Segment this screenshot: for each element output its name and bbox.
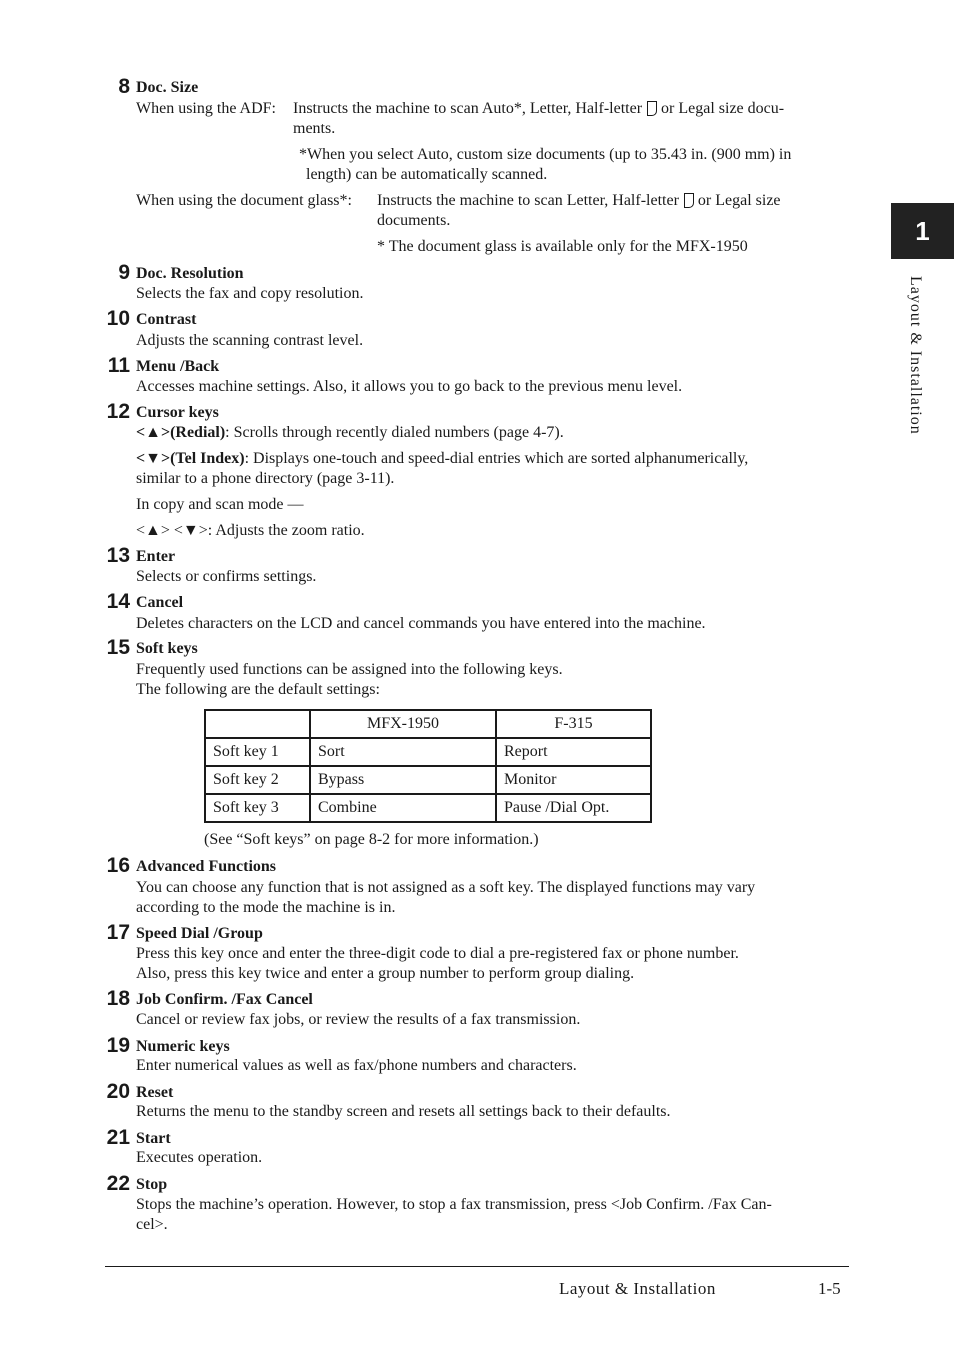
tel-index-text: : Displays one-touch and speed-dial entries which are sorted alphanumerically, bbox=[244, 450, 749, 467]
redial-line bbox=[136, 423, 564, 443]
item-title: Reset bbox=[136, 1084, 174, 1101]
footer-rule bbox=[105, 1266, 849, 1267]
table-cell: Bypass bbox=[310, 766, 496, 794]
table-header-cell: MFX-1950 bbox=[310, 710, 496, 738]
copy-mode-line: In copy and scan mode — bbox=[136, 496, 304, 513]
glass-text-b: or Legal size bbox=[697, 192, 781, 209]
table-cell: Monitor bbox=[496, 766, 651, 794]
item-number: 18 bbox=[106, 987, 130, 1010]
item-title: Advanced Functions bbox=[136, 858, 277, 875]
adf-text bbox=[293, 99, 784, 119]
item-number: 10 bbox=[106, 307, 130, 330]
table-header-cell bbox=[205, 710, 310, 738]
glass-text-a: Instructs the machine to scan Letter, Half-letter bbox=[377, 192, 679, 209]
item-description: You can choose any function that is not assigned as a soft key. The displayed functions may vary bbox=[136, 879, 756, 896]
adf-label: When using the ADF: bbox=[136, 100, 276, 117]
table-cell: Soft key 1 bbox=[205, 738, 310, 766]
item-number: 19 bbox=[106, 1034, 130, 1057]
tel-index-key: <▼>(Tel Index) bbox=[136, 450, 245, 467]
item-description: Frequently used functions can be assigned into the following keys. bbox=[136, 661, 563, 678]
table-row bbox=[205, 738, 651, 766]
adf-text-b: or Legal size docu- bbox=[661, 100, 785, 117]
auto-note-l2: length) can be automatically scanned. bbox=[306, 166, 548, 183]
item-number: 9 bbox=[118, 261, 130, 284]
item-title: Cancel bbox=[136, 594, 184, 611]
item-number: 15 bbox=[106, 636, 130, 659]
item-number: 16 bbox=[106, 854, 130, 877]
redial-key: <▲>(Redial) bbox=[136, 424, 226, 441]
soft-keys-table bbox=[204, 709, 652, 823]
half-letter-portrait-icon bbox=[684, 193, 694, 208]
item-description-2: according to the mode the machine is in. bbox=[136, 899, 396, 916]
table-cell: Soft key 2 bbox=[205, 766, 310, 794]
item-title: Job Confirm. /Fax Cancel bbox=[136, 991, 313, 1008]
redial-text: : Scrolls through recently dialed numbers (page 4-7). bbox=[225, 424, 564, 441]
item-description-2: cel>. bbox=[136, 1216, 168, 1233]
item-number: 13 bbox=[106, 544, 130, 567]
item-description: Enter numerical values as well as fax/phone numbers and characters. bbox=[136, 1057, 577, 1074]
item-description: Stops the machine’s operation. However, to stop a fax transmission, press <Job Confirm. /Fax Can- bbox=[136, 1196, 772, 1213]
table-cell: Pause /Dial Opt. bbox=[496, 794, 651, 822]
adf-text-a: Instructs the machine to scan Auto*, Letter, Half-letter bbox=[293, 100, 643, 117]
item-description-2: The following are the default settings: bbox=[136, 681, 380, 698]
item-description: Returns the menu to the standby screen and resets all settings back to their defaults. bbox=[136, 1103, 671, 1120]
item-number: 21 bbox=[106, 1126, 130, 1149]
table-header-cell: F-315 bbox=[496, 710, 651, 738]
item-title: Speed Dial /Group bbox=[136, 925, 263, 942]
footer-section: Layout & Installation bbox=[559, 1279, 716, 1298]
item-description: Accesses machine settings. Also, it allows you to go back to the previous menu level. bbox=[136, 378, 683, 395]
item-number: 14 bbox=[106, 590, 130, 613]
item-description: Selects the fax and copy resolution. bbox=[136, 285, 364, 302]
item-number: 11 bbox=[107, 354, 130, 377]
table-cell: Combine bbox=[310, 794, 496, 822]
item-title: Doc. Size bbox=[136, 79, 199, 96]
table-cell: Sort bbox=[310, 738, 496, 766]
half-letter-portrait-icon bbox=[647, 101, 657, 116]
item-title: Enter bbox=[136, 548, 176, 565]
item-description: Cancel or review fax jobs, or review the results of a fax transmission. bbox=[136, 1011, 581, 1028]
table-header-row bbox=[205, 710, 651, 738]
item-title: Start bbox=[136, 1130, 171, 1147]
item-description: Executes operation. bbox=[136, 1149, 263, 1166]
table-cell: Report bbox=[496, 738, 651, 766]
glass-text bbox=[377, 191, 781, 211]
item-description-2: Also, press this key twice and enter a group number to perform group dialing. bbox=[136, 965, 635, 982]
zoom-line: <▲> <▼>: Adjusts the zoom ratio. bbox=[136, 522, 365, 539]
chapter-tab: 1 bbox=[891, 203, 954, 259]
item-description: Selects or confirms settings. bbox=[136, 568, 317, 585]
adf-text-cont: ments. bbox=[293, 120, 336, 137]
chapter-title-vertical: Layout & Installation bbox=[907, 276, 924, 435]
item-title: Contrast bbox=[136, 311, 197, 328]
glass-label: When using the document glass*: bbox=[136, 192, 352, 209]
item-title: Soft keys bbox=[136, 640, 198, 657]
item-number: 8 bbox=[118, 75, 130, 98]
item-title: Numeric keys bbox=[136, 1038, 230, 1055]
item-title: Cursor keys bbox=[136, 404, 219, 421]
tel-index-line bbox=[136, 449, 748, 469]
item-description: Deletes characters on the LCD and cancel commands you have entered into the machine. bbox=[136, 615, 706, 632]
item-description: Adjusts the scanning contrast level. bbox=[136, 332, 364, 349]
glass-note: * The document glass is available only for the MFX-1950 bbox=[377, 238, 748, 255]
item-number: 20 bbox=[106, 1080, 130, 1103]
tel-index-line-cont: similar to a phone directory (page 3-11). bbox=[136, 470, 395, 487]
item-number: 12 bbox=[106, 400, 130, 423]
soft-keys-note: (See “Soft keys” on page 8-2 for more information.) bbox=[204, 831, 539, 848]
item-description: Press this key once and enter the three-digit code to dial a pre-registered fax or phone number. bbox=[136, 945, 739, 962]
item-title: Stop bbox=[136, 1176, 168, 1193]
auto-note-l1: *When you select Auto, custom size documents (up to 35.43 in. (900 mm) in bbox=[299, 146, 792, 163]
item-number: 17 bbox=[106, 921, 130, 944]
item-title: Doc. Resolution bbox=[136, 265, 244, 282]
item-number: 22 bbox=[106, 1172, 130, 1195]
page-number: 1-5 bbox=[818, 1279, 841, 1298]
table-cell: Soft key 3 bbox=[205, 794, 310, 822]
item-title: Menu /Back bbox=[136, 358, 220, 375]
glass-text-cont: documents. bbox=[377, 212, 451, 229]
table-row bbox=[205, 766, 651, 794]
adf-line bbox=[136, 99, 276, 119]
table-row bbox=[205, 794, 651, 822]
